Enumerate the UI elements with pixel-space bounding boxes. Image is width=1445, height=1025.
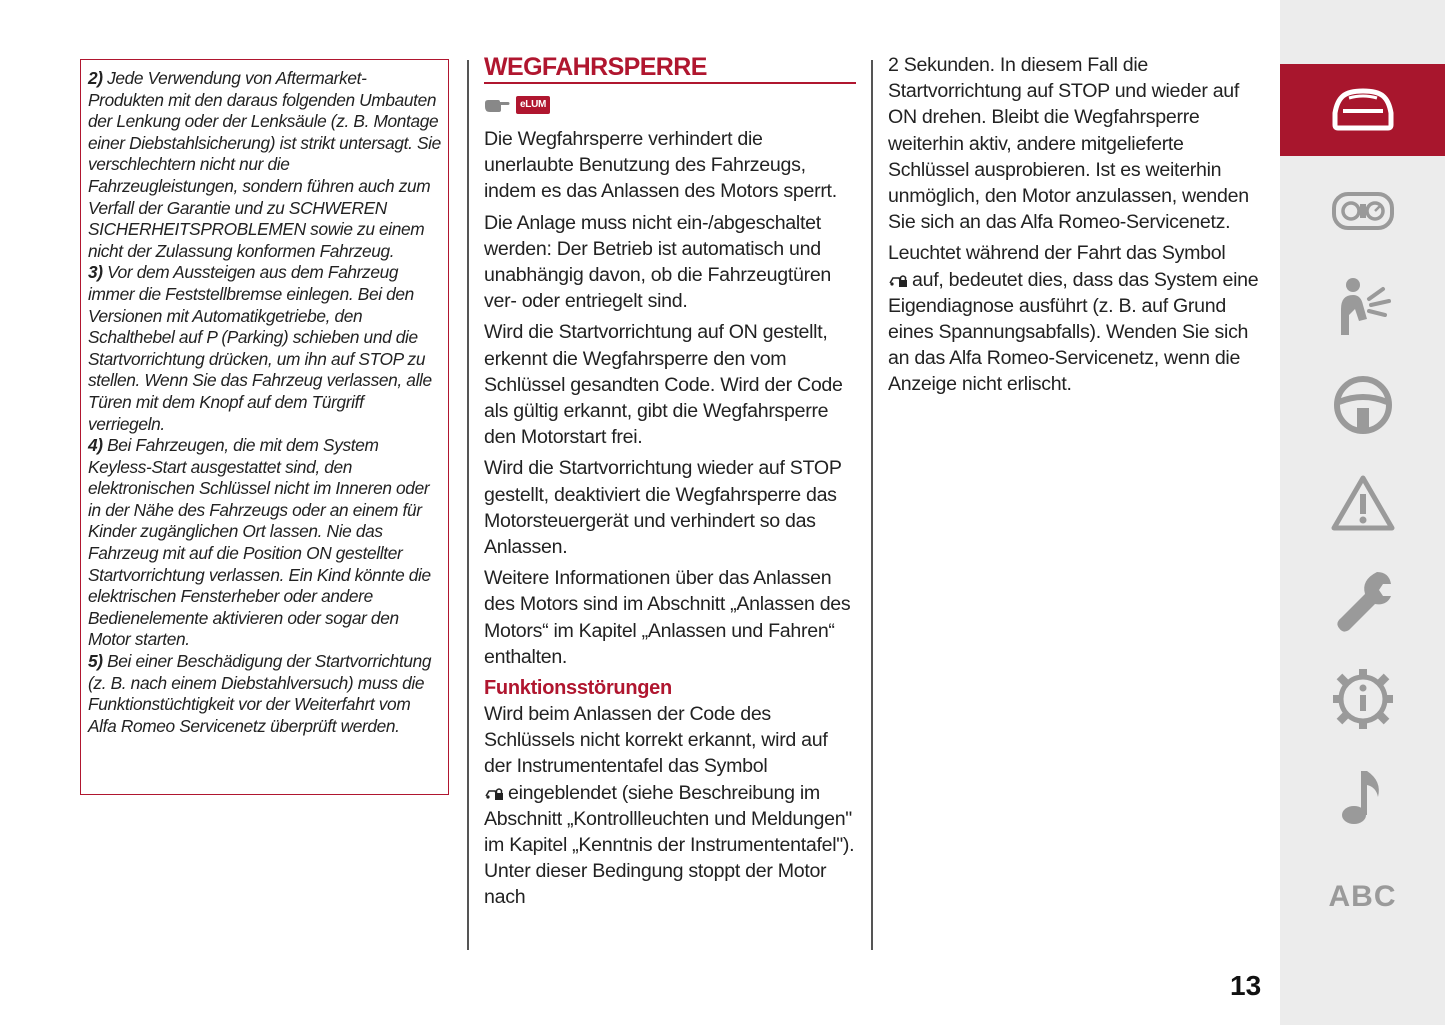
warning-note-3: 3) Vor dem Aussteigen aus dem Fahrzeug immer die Feststellbremse einlegen. Bei den Versionen mit Automatikgetriebe, den Schalthebel auf P (Parking) schieben und die Startvorrichtung drücken, um ihn auf STOP zu stellen. Wenn Sie das Fahrzeug verlassen, alle Türen mit dem Knopf auf dem Türgriff verriegeln. bbox=[88, 262, 432, 434]
nav-multimedia[interactable] bbox=[1280, 752, 1445, 842]
nav-dashboard[interactable] bbox=[1280, 166, 1445, 256]
nav-car[interactable] bbox=[1280, 64, 1445, 156]
malfunction-paragraph: Wird beim Anlassen der Code des Schlüssels nicht korrekt erkannt, wird auf der Instrumententafel das Symbol eingeblendet (siehe Beschreibung im Abschnitt „Kontrollleuchten und Meldungen" im Kapitel „Kenntnis der Instrumententafel"). Unter dieser Bedingung stoppt der Motor nach bbox=[484, 703, 855, 909]
immobilizer-symbol-icon bbox=[484, 785, 504, 801]
paragraph: Weitere Informationen über das Anlassen des Motors sind im Abschnitt „Anlassen des Motors“ im Kapitel „Anlassen und Fahren“ enthalten. bbox=[484, 567, 851, 668]
abc-label: ABC bbox=[1328, 880, 1397, 913]
car-icon bbox=[1329, 87, 1397, 133]
wrench-icon bbox=[1331, 568, 1395, 634]
nav-technical-data[interactable] bbox=[1280, 654, 1445, 744]
paragraph: Die Wegfahrsperre verhindert die unerlaubte Benutzung des Fahrzeugs, indem es das Anlassen des Motors sperrt. bbox=[484, 128, 837, 203]
paragraph: Wird die Startvorrichtung auf ON gestellt, erkennt die Wegfahrsperre den vom Schlüssel gesandten Code. Wird der Code als gültig erkannt, gibt die Wegfahrsperre den Motorstart frei. bbox=[484, 321, 843, 449]
dashboard-icon bbox=[1331, 191, 1395, 231]
nav-safety[interactable] bbox=[1280, 262, 1445, 352]
warning-note-5: 5) Bei einer Beschädigung der Startvorrichtung (z. B. nach einem Diebstahlversuch) muss die Funktionstüchtigkeit vor der Weiterfahrt vom Alfa Romeo Servicenetz überprüft werden. bbox=[88, 651, 432, 736]
immobilizer-section bbox=[484, 52, 856, 916]
warning-notes-box bbox=[80, 59, 449, 795]
nav-emergency[interactable] bbox=[1280, 458, 1445, 548]
immobilizer-symbol-icon bbox=[888, 272, 908, 288]
pointing-hand-icon bbox=[484, 96, 510, 114]
warning-triangle-icon bbox=[1331, 474, 1395, 532]
column-divider-1 bbox=[467, 60, 469, 950]
section-icons bbox=[484, 92, 856, 118]
chapter-sidebar bbox=[1280, 0, 1445, 1025]
steering-wheel-icon bbox=[1332, 374, 1394, 436]
airbag-icon bbox=[1331, 275, 1395, 339]
elum-badge: eLUM bbox=[516, 96, 550, 114]
section-title: WEGFAHRSPERRE bbox=[484, 52, 856, 84]
warning-note-2: 2) Jede Verwendung von Aftermarket-Produkten mit den daraus folgenden Umbauten der Lenkung oder der Lenksäule (z. B. Montage einer Diebstahlsicherung) ist strikt untersagt. Sie verschlechtern nicht nur die Fahrzeugleistungen, sondern führen auch zum Verfall der Garantie und zu SCHWEREN SICHERHEITSPROBLEMEN sowie zu einem nicht der Zulassung konformen Fahrzeug. bbox=[88, 68, 441, 261]
page-number: 13 bbox=[1230, 970, 1262, 1001]
warning-note-4: 4) Bei Fahrzeugen, die mit dem System Keyless-Start ausgestattet sind, den elektronischen Schlüssel nicht im Inneren oder in der Nähe des Fahrzeugs oder an einem für Kinder zugänglichen Ort lassen. Nie das Fahrzeug mit auf die Position ON gestellter Startvorrichtung verlassen. Ein Kind könnte die elektrischen Fensterheber oder andere Bedienelemente aktivieren oder sogar den Motor starten. bbox=[88, 435, 431, 650]
paragraph: 2 Sekunden. In diesem Fall die Startvorrichtung auf STOP und wieder auf ON drehen. Bleibt die Wegfahrsperre weiterhin aktiv, andere mitgelieferte Schlüssel ausprobieren. Ist es weiterhin unmöglich, den Motor anzulassen, wenden Sie sich an das Alfa Romeo-Servicenetz. bbox=[888, 54, 1249, 234]
continuation-column bbox=[888, 52, 1260, 403]
symbol-paragraph: Leuchtet während der Fahrt das Symbol auf, bedeutet dies, dass das System eine Eigendiagnose ausführt (z. B. auf Grund eines Spannungsabfalls). Wenden Sie sich an das Alfa Romeo-Servicenetz, wenn die Anzeige nicht erlischt. bbox=[888, 242, 1259, 396]
malfunctions-heading: Funktionsstörungen bbox=[484, 677, 672, 700]
nav-index[interactable] bbox=[1280, 852, 1445, 942]
music-note-icon bbox=[1338, 767, 1388, 827]
nav-maintenance[interactable] bbox=[1280, 556, 1445, 646]
paragraph: Wird die Startvorrichtung wieder auf STOP gestellt, deaktiviert die Wegfahrsperre das Motorsteuergerät und verhindert so das Anlassen. bbox=[484, 457, 842, 559]
column-divider-2 bbox=[871, 60, 873, 950]
nav-driving[interactable] bbox=[1280, 360, 1445, 450]
paragraph: Die Anlage muss nicht ein-/abgeschaltet werden: Der Betrieb ist automatisch und unabhängig davon, ob die Fahrzeugtüren ver- oder entriegelt sind. bbox=[484, 211, 832, 313]
info-gear-icon bbox=[1331, 667, 1395, 731]
